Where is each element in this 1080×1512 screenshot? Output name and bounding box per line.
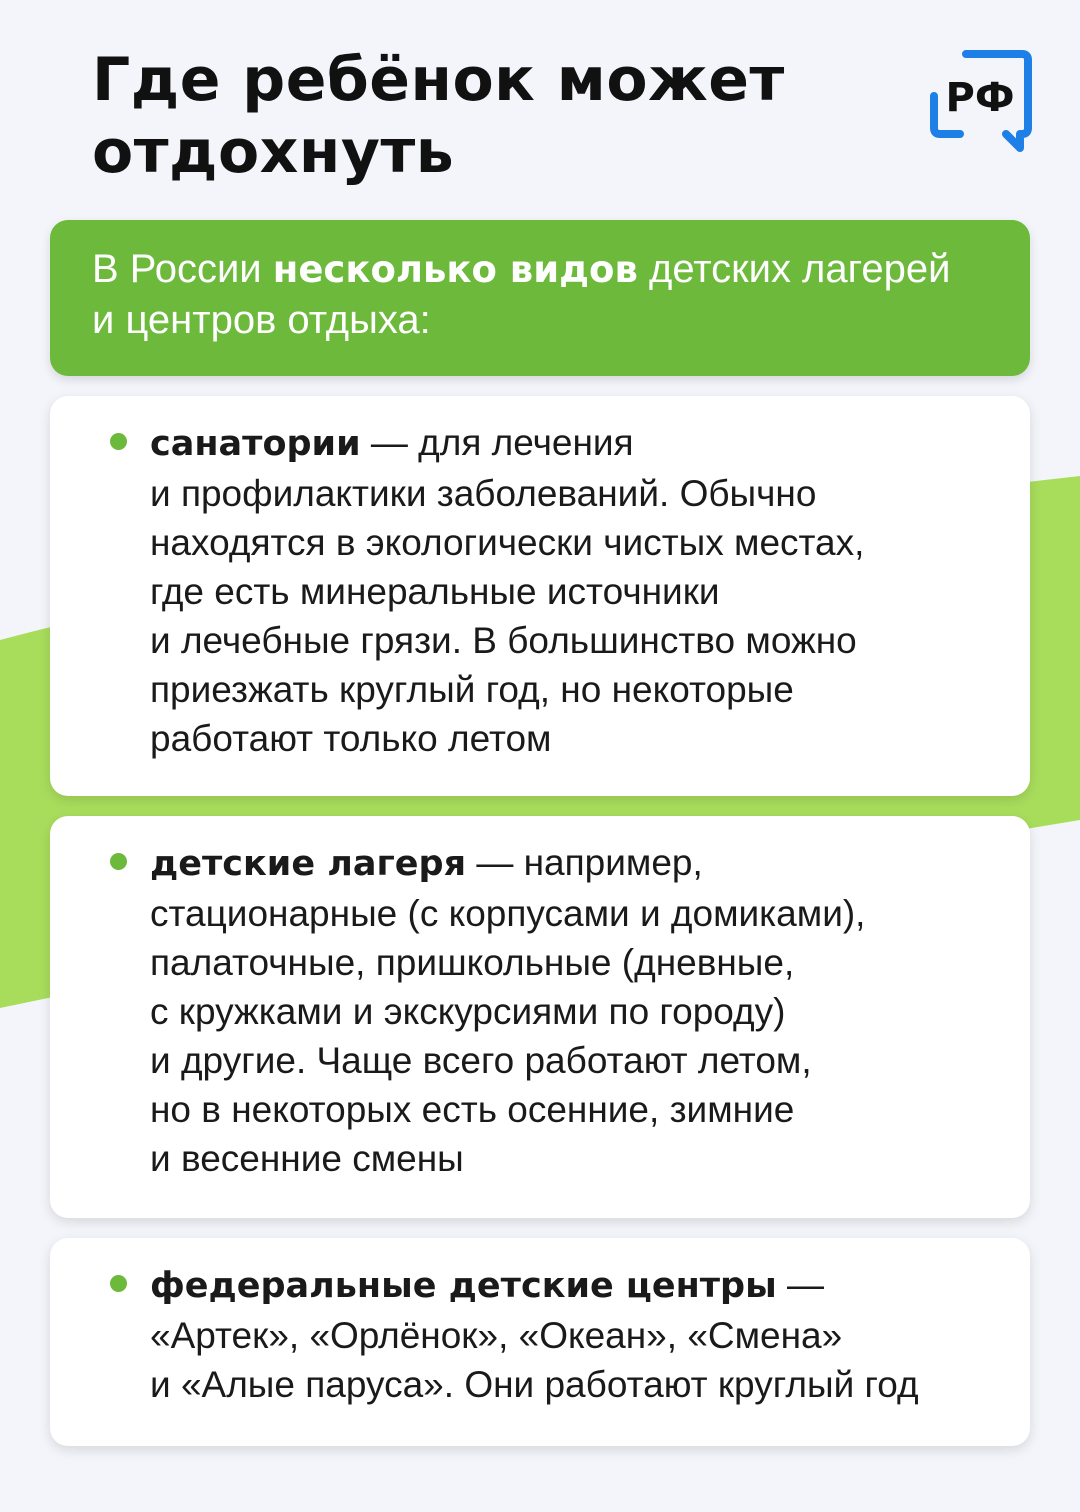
speech-bubble-icon — [928, 48, 1034, 154]
rf-logo — [928, 48, 1034, 154]
card-line: приезжать круглый год, но некоторые — [150, 669, 794, 710]
intro-line: и центров отдыха: — [92, 298, 431, 342]
card-line: и «Алые паруса». Они работают круглый год — [150, 1364, 919, 1405]
card-term: санатории — [150, 424, 361, 464]
card-federal-centers — [50, 1238, 1030, 1446]
card-line: и профилактики заболеваний. Обычно — [150, 473, 817, 514]
card-first-line — [150, 838, 990, 889]
page-title — [92, 44, 852, 188]
card-text: — — [776, 1264, 825, 1305]
intro-line — [92, 244, 990, 295]
title-line: Где ребёнок может — [92, 45, 785, 115]
card-children-camps — [50, 816, 1030, 1218]
card-sanatoriums — [50, 396, 1030, 796]
card-text: — для лечения — [360, 422, 634, 463]
card-first-line — [150, 1260, 990, 1311]
card-line: и лечебные грязи. В большинство можно — [150, 620, 857, 661]
intro-text: В России — [92, 247, 273, 291]
card-line: с кружками и экскурсиями по городу) — [150, 991, 786, 1032]
intro-highlight: несколько видов — [272, 248, 638, 291]
intro-text: детских лагерей — [637, 247, 951, 291]
card-line: «Артек», «Орлёнок», «Океан», «Смена» — [150, 1315, 843, 1356]
title-line: отдохнуть — [92, 117, 455, 187]
intro-banner — [50, 220, 1030, 376]
card-line: работают только летом — [150, 718, 552, 759]
card-line: стационарные (с корпусами и домиками), — [150, 893, 866, 934]
bullet-dot-icon — [110, 433, 127, 450]
bullet-dot-icon — [110, 853, 127, 870]
bullet-dot-icon — [110, 1275, 127, 1292]
card-line: и другие. Чаще всего работают летом, — [150, 1040, 812, 1081]
card-term: федеральные детские центры — [150, 1266, 777, 1306]
card-term: детские лагеря — [150, 844, 467, 884]
card-line: где есть минеральные источники — [150, 571, 720, 612]
card-text: — например, — [466, 842, 703, 883]
card-first-line — [150, 418, 990, 469]
card-line: палаточные, пришкольные (дневные, — [150, 942, 795, 983]
card-line: и весенние смены — [150, 1138, 464, 1179]
card-line: но в некоторых есть осенние, зимние — [150, 1089, 795, 1130]
card-line: находятся в экологически чистых местах, — [150, 522, 865, 563]
logo-text: РФ — [945, 75, 1015, 121]
